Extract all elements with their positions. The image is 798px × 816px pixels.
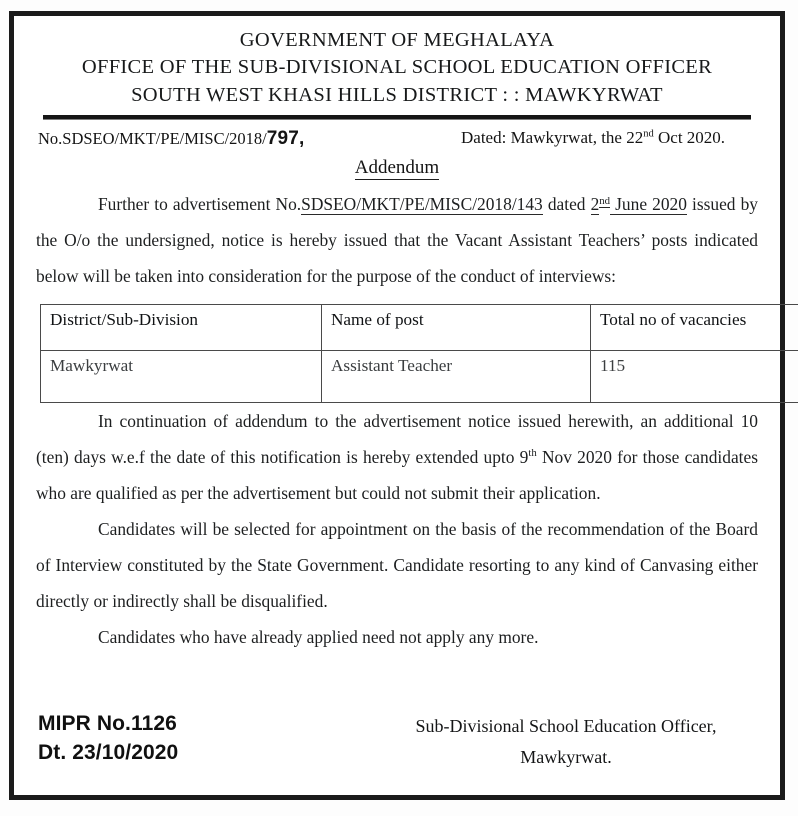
column-header-post: Name of post (322, 305, 591, 351)
paragraph-2-lead: In continuation of addendum to the advertisement notice issued herewith, an additional 10 (ten) days w.e.f the date of this notification is hereby extended upto 9 (36, 411, 758, 468)
paragraph-already-applied (36, 619, 758, 655)
document-body (14, 16, 780, 795)
reference-prefix: No.SDSEO/MKT/PE/MISC/2018/ (38, 129, 267, 149)
advertisement-reference: SDSEO/MKT/PE/MISC/2018/143 (301, 194, 543, 215)
paragraph-selection (36, 511, 758, 619)
paragraph-1-lead: Further to advertisement No. (98, 194, 302, 215)
masthead-line-office: OFFICE OF THE SUB-DIVISIONAL SCHOOL EDUCATION OFFICER (81, 56, 713, 79)
vacancy-table-head (41, 305, 798, 351)
mipr-date: Dt. 23/10/2020 (38, 741, 179, 764)
cell-vacancies: 115 (591, 351, 798, 403)
reference-number (38, 128, 305, 150)
signature-block (366, 711, 766, 773)
mipr-number: MIPR No.1126 (38, 712, 177, 735)
issue-date-rest: Oct 2020. (653, 128, 726, 148)
document-title-text: Addendum (354, 157, 440, 179)
paragraph-4-text: Candidates who have already applied need not apply any more. (98, 627, 539, 648)
document-frame (9, 11, 785, 800)
issue-date (461, 128, 725, 148)
advertisement-date-month: June 2020 (610, 194, 687, 215)
masthead-divider (43, 115, 751, 120)
cell-district: Mawkyrwat (41, 351, 322, 403)
column-header-vacancies: Total no of vacancies (591, 305, 798, 351)
signatory-location: Mawkyrwat. (520, 747, 612, 767)
paragraph-1-dated: dated (542, 194, 591, 215)
vacancy-table (40, 304, 798, 403)
column-header-district: District/Sub-Division (41, 305, 322, 351)
advertisement-date-ordinal: nd (599, 194, 611, 207)
cell-post: Assistant Teacher (322, 351, 591, 403)
paragraph-2-tail: Nov 2020 for those candidates who are qualified as per the advertisement but could not submit their application. (36, 447, 758, 504)
table-header-row (41, 305, 798, 351)
advertisement-date-day: 2 (590, 194, 600, 215)
reference-row (36, 128, 758, 154)
issue-date-ordinal: nd (643, 128, 654, 140)
vacancy-table-body (41, 351, 798, 403)
extension-date-ordinal: th (528, 447, 537, 460)
issue-date-label: Dated: Mawkyrwat, the 22 (461, 128, 644, 148)
document-title (36, 157, 758, 179)
reference-serial: 797, (266, 128, 305, 150)
paragraph-1-tail: issued by the O/o the undersigned, notice is hereby issued that the Vacant Assistant Teachers’ posts indicated below will be taken into consideration for the purpose of the conduct of interviews: (36, 194, 758, 287)
mipr-block (38, 709, 178, 767)
signatory-designation: Sub-Divisional School Education Officer, (415, 716, 717, 736)
masthead (36, 16, 758, 109)
masthead-line-district: SOUTH WEST KHASI HILLS DISTRICT : : MAWKYRWAT (131, 83, 663, 106)
masthead-line-government: GOVERNMENT OF MEGHALAYA (239, 29, 555, 51)
paragraph-extension (36, 403, 758, 511)
paragraph-3-text: Candidates will be selected for appointment on the basis of the recommendation of the Board of Interview constituted by the State Government. Candidate resorting to any kind of Canvasing either directly or indirectly shall be disqualified. (36, 519, 758, 612)
table-row (41, 351, 798, 403)
document-footer (36, 709, 758, 781)
paragraph-further-to (36, 186, 758, 294)
